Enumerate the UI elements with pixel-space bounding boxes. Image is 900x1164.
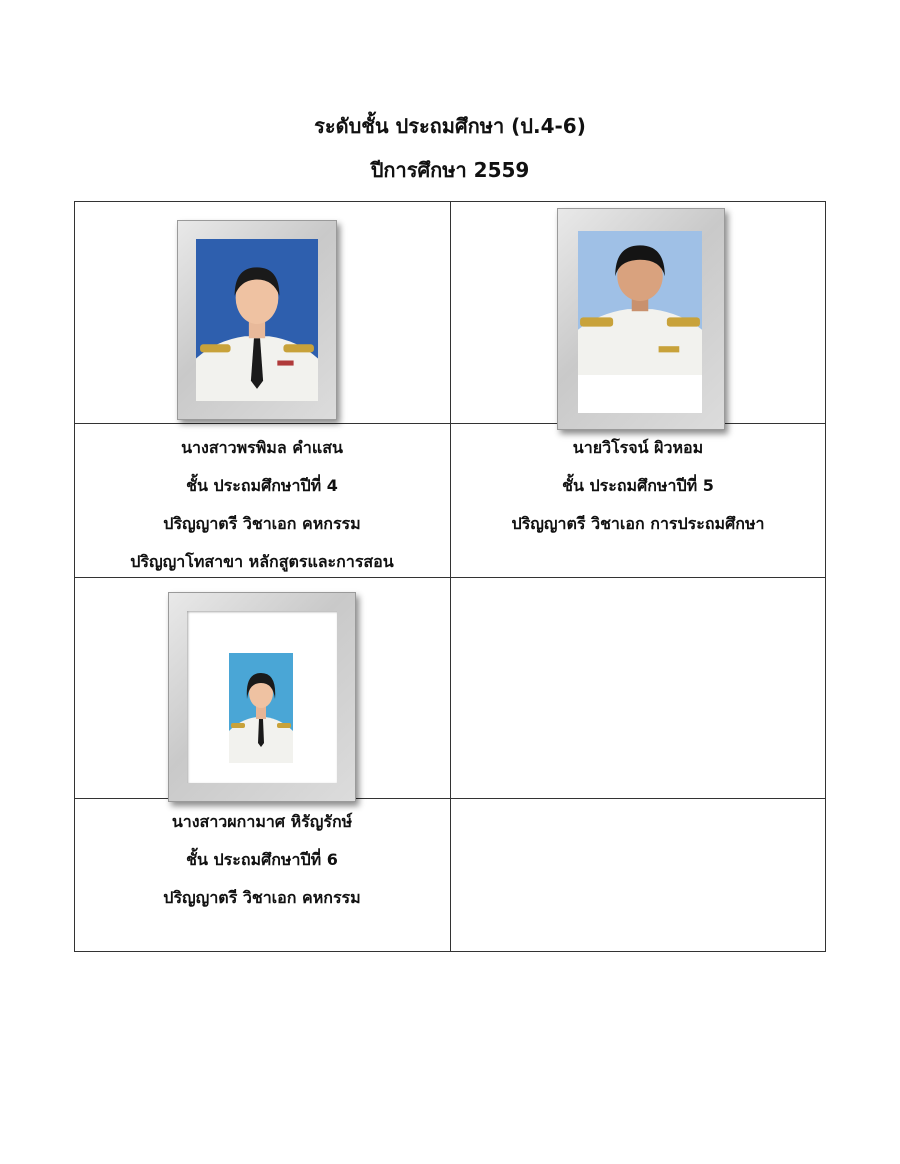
academic-year: ปีการศึกษา 2559 xyxy=(370,158,530,182)
photo-white-margin xyxy=(578,375,702,413)
teacher-photo-3 xyxy=(229,653,293,763)
teacher-grade: ชั้น ประถมศึกษาปีที่ 5 xyxy=(562,476,714,495)
teacher-name: นางสาวผกามาศ หิรัญรักษ์ xyxy=(171,812,353,831)
photo-frame-3 xyxy=(168,592,356,802)
teacher-degree: ปริญญาตรี วิชาเอก การประถมศึกษา xyxy=(511,514,765,533)
teacher-photo-1 xyxy=(196,239,318,401)
portrait-image xyxy=(578,231,702,375)
portrait-image xyxy=(229,653,293,763)
teacher-grade: ชั้น ประถมศึกษาปีที่ 4 xyxy=(186,476,338,495)
teacher-photo-2 xyxy=(578,231,702,375)
teacher-name: นายวิโรจน์ ผิวหอม xyxy=(572,438,704,457)
teacher-info-1 xyxy=(74,429,450,577)
teacher-degree: ปริญญาตรี วิชาเอก คหกรรม xyxy=(163,514,361,533)
teacher-info-3 xyxy=(74,803,450,951)
teacher-degree: ปริญญาโทสาขา หลักสูตรและการสอน xyxy=(130,552,394,571)
portrait-image xyxy=(196,239,318,401)
teacher-table xyxy=(74,201,826,952)
teacher-info-2 xyxy=(450,429,826,577)
photo-frame-2 xyxy=(557,208,725,430)
page-title: ระดับชั้น ประถมศึกษา (ป.4-6) xyxy=(314,114,586,138)
photo-frame-1 xyxy=(177,220,337,420)
teacher-grade: ชั้น ประถมศึกษาปีที่ 6 xyxy=(186,850,338,869)
teacher-degree: ปริญญาตรี วิชาเอก คหกรรม xyxy=(163,888,361,907)
teacher-name: นางสาวพรพิมล คำแสน xyxy=(181,438,343,457)
